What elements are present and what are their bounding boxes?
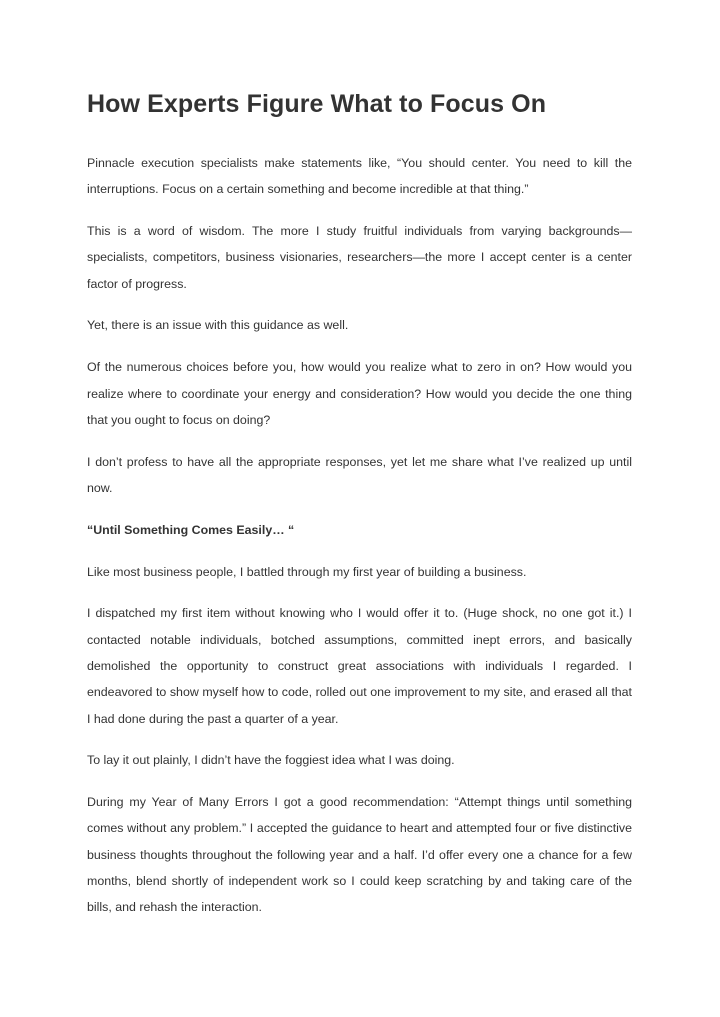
paragraph-recommendation: During my Year of Many Errors I got a good recommendation: “Attempt things until something comes without any problem.” I accepted the guidance to heart and attempted four or five distinctive business thoughts throughout the following year and a half. I’d offer every one a chance for a few months, blend shortly of independent work so I could keep scratching by and taking care of the bills, and rehash the interaction. [87,795,632,915]
paragraph-first-year: Like most business people, I battled through my first year of building a business. [87,564,527,579]
paragraph-mistakes: I dispatched my first item without knowing who I would offer it to. (Huge shock, no one got it.) I contacted notable individuals, botched assumptions, committed inept errors, and basically demolished the opportunity to construct great associations with individuals I regarded. I endeavored to show myself how to code, rolled out one improvement to my site, and erased all that I had done during the past a quarter of a year. [87,606,632,726]
paragraph-share: I don’t profess to have all the appropriate responses, yet let me share what I’ve realized up until now. [87,454,632,495]
paragraph-wisdom: This is a word of wisdom. The more I study fruitful individuals from varying backgrounds—specialists, competitors, business visionaries, researchers—the more I accept center is a center factor of progress. [87,224,632,291]
paragraph-questions: Of the numerous choices before you, how would you realize what to zero in on? How would you realize where to coordinate your energy and consideration? How would you decide the one thing that you ought to focus on doing? [87,360,632,427]
section-heading: “Until Something Comes Easily… “ [87,522,295,537]
paragraph-issue: Yet, there is an issue with this guidance as well. [87,318,349,333]
document-page [87,86,632,921]
paragraph-intro: Pinnacle execution specialists make statements like, “You should center. You need to kill the interruptions. Focus on a certain something and become incredible at that thing.” [87,156,632,197]
page-title: How Experts Figure What to Focus On [87,90,547,118]
paragraph-plainly: To lay it out plainly, I didn’t have the foggiest idea what I was doing. [87,753,455,768]
